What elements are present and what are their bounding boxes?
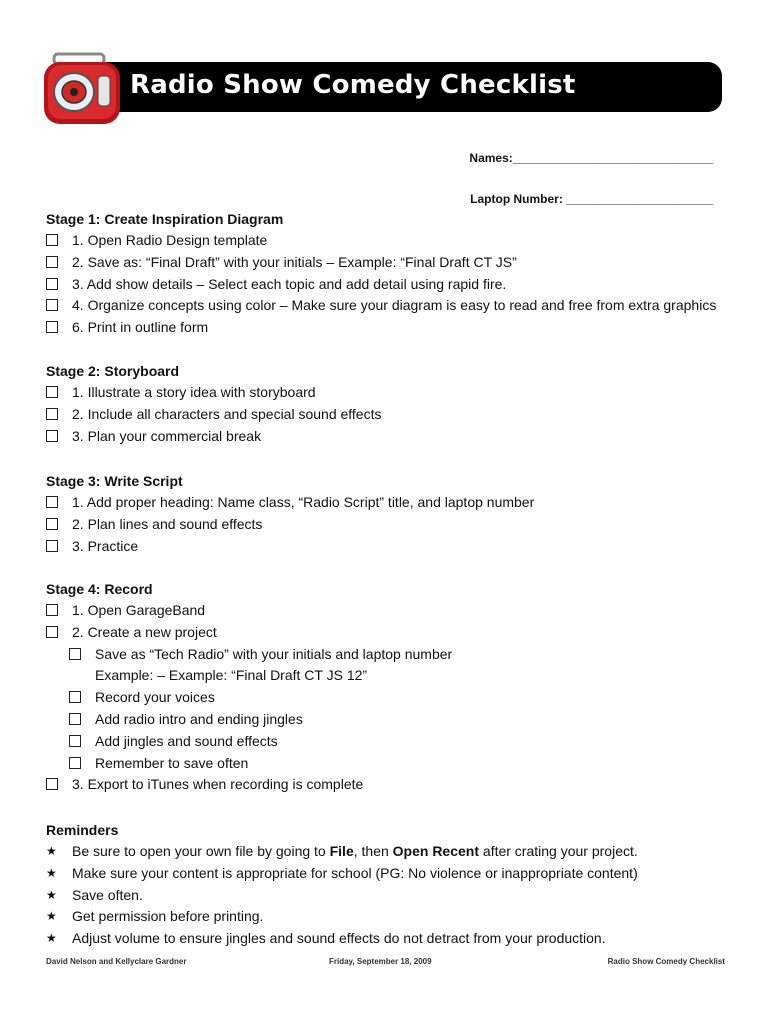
- checkbox[interactable]: [46, 278, 58, 290]
- checkbox[interactable]: [46, 321, 58, 333]
- stage-4-title: Stage 4: Record: [46, 581, 153, 597]
- reminder-text-part: after crating your project.: [479, 843, 638, 859]
- checkbox[interactable]: [46, 518, 58, 530]
- checklist-subitem: [46, 644, 736, 666]
- stage-2-title: Stage 2: Storyboard: [46, 363, 180, 379]
- reminder-text: Make sure your content is appropriate for school (PG: No violence or inappropriate content): [72, 864, 638, 881]
- checklist-item-label: 1. Open GarageBand: [72, 602, 206, 618]
- checkbox[interactable]: [46, 604, 58, 616]
- reminder-item: [46, 906, 736, 928]
- checklist-item: [46, 492, 736, 514]
- checkbox[interactable]: [69, 713, 81, 725]
- reminder-text: Adjust volume to ensure jingles and sound effects do not detract from your production.: [72, 930, 606, 947]
- star-icon: ★: [46, 844, 57, 858]
- reminder-text-part: , then: [353, 843, 393, 859]
- checklist-item-label: Remember to save often: [95, 754, 249, 771]
- stage-3-title: Stage 3: Write Script: [46, 473, 183, 489]
- checklist-item: [46, 600, 736, 622]
- checklist-item-label: 1. Add proper heading: Name class, “Radio Script” title, and laptop number: [72, 494, 535, 510]
- page-title: Radio Show Comedy Checklist: [130, 70, 576, 100]
- checkbox[interactable]: [46, 626, 58, 638]
- reminders-title: Reminders: [46, 822, 119, 838]
- checkbox[interactable]: [46, 430, 58, 442]
- checkbox[interactable]: [46, 778, 58, 790]
- footer-date: Friday, September 18, 2009: [329, 957, 432, 966]
- stage-4-section: [46, 578, 736, 796]
- example-note: [46, 665, 736, 687]
- checklist-item-label: 3. Add show details – Select each topic and add detail using rapid fire.: [72, 275, 507, 292]
- footer-authors: David Nelson and Kellyclare Gardner: [46, 957, 187, 966]
- checklist-item-label: 4. Organize concepts using color – Make sure your diagram is easy to read and free from extra graphics: [72, 297, 717, 314]
- checklist-item: [46, 317, 736, 339]
- checklist-item: [46, 426, 736, 448]
- star-icon: ★: [46, 865, 57, 880]
- checkbox[interactable]: [46, 386, 58, 398]
- checkbox[interactable]: [46, 299, 58, 311]
- checklist-item-label: 6. Print in outline form: [72, 319, 209, 336]
- reminder-item: [46, 863, 736, 885]
- checklist-subitem: [46, 687, 736, 709]
- checkbox[interactable]: [46, 234, 58, 246]
- reminder-item: [46, 928, 736, 950]
- open-recent-reference: Open Recent: [392, 843, 480, 859]
- checklist-item: [46, 295, 736, 317]
- star-icon: ★: [46, 931, 57, 946]
- radio-icon: [40, 52, 124, 128]
- checklist-item: [46, 622, 736, 644]
- stage-1-title: Stage 1: Create Inspiration Diagram: [46, 211, 284, 227]
- checklist-item: [46, 252, 736, 274]
- checklist-item: [46, 404, 736, 426]
- reminder-text: Save often.: [72, 886, 143, 903]
- checklist-item: [46, 274, 736, 296]
- checkbox[interactable]: [46, 496, 58, 508]
- reminder-text-part: Be sure to open your own file by going to: [72, 843, 330, 859]
- star-icon: ★: [46, 887, 57, 902]
- checklist-item-label: 3. Plan your commercial break: [72, 427, 262, 444]
- stage-1-section: [46, 208, 736, 339]
- checklist-item-label: 1. Illustrate a story idea with storyboard: [72, 384, 316, 400]
- checkbox[interactable]: [46, 256, 58, 268]
- names-field: Names:______________________________: [469, 151, 713, 165]
- stage-2-section: [46, 360, 736, 447]
- star-icon: ★: [46, 909, 57, 924]
- checklist-item-label: 3. Export to iTunes when recording is complete: [72, 776, 364, 793]
- checklist-item: [46, 514, 736, 536]
- checklist-item-label: 1. Open Radio Design template: [72, 232, 268, 248]
- checkbox[interactable]: [46, 408, 58, 420]
- checklist-item: [46, 536, 736, 558]
- checklist-item-label: 2. Save as: “Final Draft” with your initials – Example: “Final Draft CT JS”: [72, 253, 517, 270]
- checklist-item: [46, 230, 736, 252]
- reminder-item: [46, 885, 736, 907]
- checklist-subitem: [46, 731, 736, 753]
- checklist-item-label: Record your voices: [95, 689, 215, 706]
- checklist-item-label: Add radio intro and ending jingles: [95, 710, 303, 727]
- checklist-item-label: 2. Include all characters and special sound effects: [72, 405, 382, 422]
- checkbox[interactable]: [69, 691, 81, 703]
- file-menu-reference: File: [329, 843, 354, 859]
- checklist-item-label: 3. Practice: [72, 537, 139, 554]
- footer-doc-title: Radio Show Comedy Checklist: [607, 957, 725, 966]
- checkbox[interactable]: [69, 648, 81, 660]
- example-text: Example: – Example: “Final Draft CT JS 12”: [95, 667, 368, 684]
- checkbox[interactable]: [69, 757, 81, 769]
- checklist-item: [46, 774, 736, 796]
- checklist-item-label: Add jingles and sound effects: [95, 732, 278, 749]
- reminder-text: [72, 841, 638, 863]
- checklist-item-label: Save as “Tech Radio” with your initials and laptop number: [95, 645, 453, 662]
- checklist-subitem: [46, 753, 736, 775]
- checkbox[interactable]: [46, 540, 58, 552]
- reminder-item: [46, 841, 736, 863]
- checklist-item-label: 2. Create a new project: [72, 623, 217, 640]
- reminder-text: Get permission before printing.: [72, 908, 264, 925]
- stage-3-section: [46, 470, 736, 557]
- reminders-section: [46, 819, 736, 950]
- checkbox[interactable]: [69, 735, 81, 747]
- checklist-item-label: 2. Plan lines and sound effects: [72, 515, 263, 532]
- checklist-item: [46, 382, 736, 404]
- checklist-subitem: [46, 709, 736, 731]
- laptop-number-field: Laptop Number: ______________________: [470, 192, 713, 206]
